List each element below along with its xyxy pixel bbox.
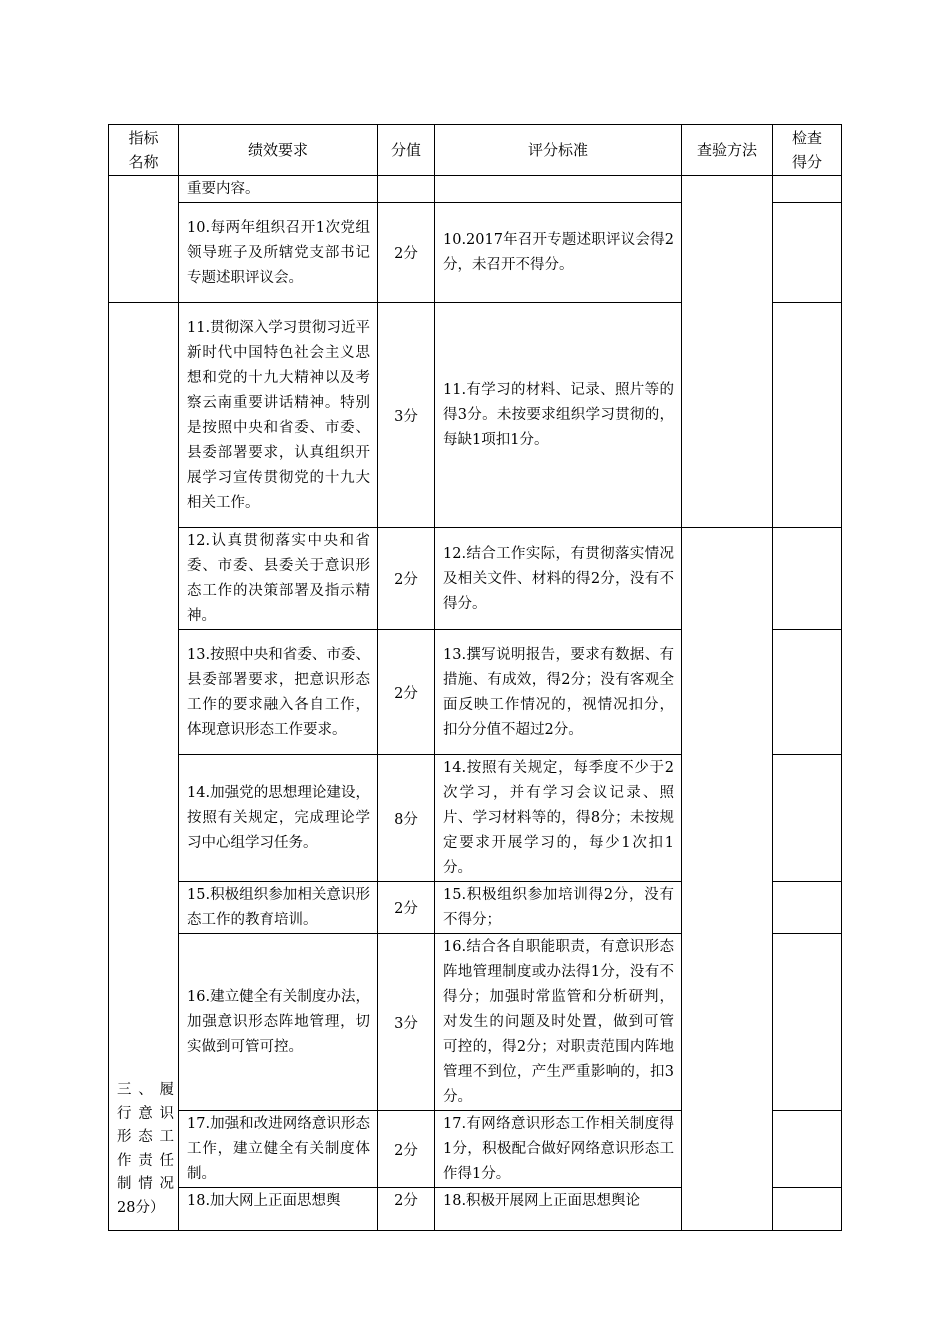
header-requirement: 绩效要求	[179, 125, 378, 176]
performance-table	[108, 124, 842, 1231]
standard-cell: 18.积极开展网上正面思想舆论	[435, 1188, 682, 1231]
result-cell	[773, 176, 842, 203]
method-cell	[682, 528, 773, 1231]
requirement-cell: 11.贯彻深入学习贯彻习近平新时代中国特色社会主义思想和党的十九大精神以及考察云南重要讲话精神。特别是按照中央和省委、市委、县委部署要求，认真组织开展学习宣传贯彻党的十九大相关工作。	[179, 303, 378, 528]
standard-cell: 17.有网络意识形态工作相关制度得1分，积极配合做好网络意识形态工作得1分。	[435, 1111, 682, 1188]
standard-cell: 10.2017年召开专题述职评议会得2分，未召开不得分。	[435, 203, 682, 303]
result-cell	[773, 1111, 842, 1188]
result-cell	[773, 755, 842, 882]
header-name: 指标名称	[109, 125, 179, 176]
requirement-cell: 14.加强党的思想理论建设，按照有关规定，完成理论学习中心组学习任务。	[179, 755, 378, 882]
standard-cell: 11.有学习的材料、记录、照片等的得3分。未按要求组织学习贯彻的，每缺1项扣1分。	[435, 303, 682, 528]
result-cell	[773, 934, 842, 1111]
score-cell: 2分	[378, 630, 435, 755]
result-cell	[773, 882, 842, 934]
score-cell	[378, 176, 435, 203]
requirement-cell: 13.按照中央和省委、市委、县委部署要求，把意识形态工作的要求融入各自工作，体现意识形态工作要求。	[179, 630, 378, 755]
header-method: 查验方法	[682, 125, 773, 176]
requirement-cell: 16.建立健全有关制度办法，加强意识形态阵地管理，切实做到可管可控。	[179, 934, 378, 1111]
method-cell	[682, 176, 773, 528]
standard-cell: 15.积极组织参加培训得2分，没有不得分；	[435, 882, 682, 934]
score-cell: 2分	[378, 1188, 435, 1231]
header-row	[109, 125, 842, 176]
indicator-cell-prev	[109, 176, 179, 303]
score-cell: 2分	[378, 528, 435, 630]
table-row	[109, 176, 842, 203]
result-cell	[773, 528, 842, 630]
requirement-cell: 10.每两年组织召开1次党组领导班子及所辖党支部书记专题述职评议会。	[179, 203, 378, 303]
header-standard: 评分标准	[435, 125, 682, 176]
requirement-cell: 18.加大网上正面思想舆	[179, 1188, 378, 1231]
requirement-cell: 15.积极组织参加相关意识形态工作的教育培训。	[179, 882, 378, 934]
header-result: 检查得分	[773, 125, 842, 176]
result-cell	[773, 1188, 842, 1231]
score-cell: 2分	[378, 203, 435, 303]
score-cell: 8分	[378, 755, 435, 882]
score-cell: 2分	[378, 1111, 435, 1188]
result-cell	[773, 203, 842, 303]
requirement-cell: 17.加强和改进网络意识形态工作，建立健全有关制度体制。	[179, 1111, 378, 1188]
score-cell: 2分	[378, 882, 435, 934]
standard-cell: 12.结合工作实际，有贯彻落实情况及相关文件、材料的得2分，没有不得分。	[435, 528, 682, 630]
header-score: 分值	[378, 125, 435, 176]
standard-cell: 13.撰写说明报告，要求有数据、有措施、有成效，得2分；没有客观全面反映工作情况的，视情况扣分，扣分分值不超过2分。	[435, 630, 682, 755]
score-cell: 3分	[378, 934, 435, 1111]
indicator-section-three: 三、履行意识形态工作责任制情况 28分）	[109, 303, 179, 1231]
table-row	[109, 528, 842, 630]
standard-cell	[435, 176, 682, 203]
score-cell: 3分	[378, 303, 435, 528]
standard-cell: 14.按照有关规定，每季度不少于2次学习，并有学习会议记录、照片、学习材料等的，得8分；未按规定要求开展学习的，每少1次扣1分。	[435, 755, 682, 882]
requirement-cell: 12.认真贯彻落实中央和省委、市委、县委关于意识形态工作的决策部署及指示精神。	[179, 528, 378, 630]
result-cell	[773, 630, 842, 755]
result-cell	[773, 303, 842, 528]
standard-cell: 16.结合各自职能职责，有意识形态阵地管理制度或办法得1分，没有不得分；加强时常监管和分析研判，对发生的问题及时处置，做到可管可控的，得2分；对职责范围内阵地管理不到位，产生严重影响的，扣3分。	[435, 934, 682, 1111]
requirement-cell: 重要内容。	[179, 176, 378, 203]
